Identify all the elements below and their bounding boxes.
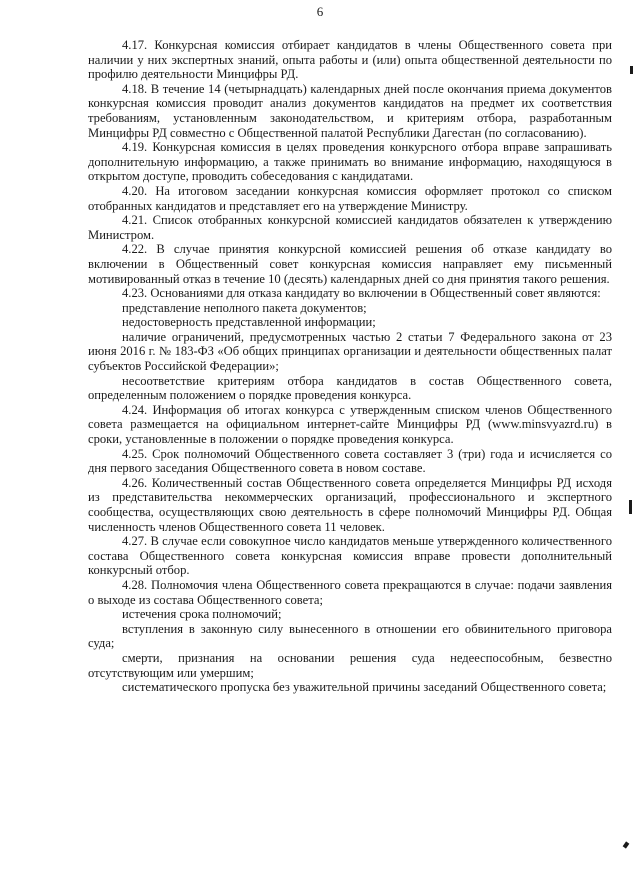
paragraph-4-19: 4.19. Конкурсная комиссия в целях проведения конкурсного отбора вправе запрашивать дополнительную информацию, а также принимать во внимание информацию, находящуюся в открытом доступе, проводить собеседования с кандидатами. [88, 140, 612, 184]
paragraph-4-23: 4.23. Основаниями для отказа кандидату во включении в Общественный совет являются: [122, 286, 601, 301]
paragraph-4-20: 4.20. На итоговом заседании конкурсная комиссия оформляет протокол со списком отобранных кандидатов и представляет его на утверждение Министру. [88, 183, 612, 213]
paragraph-4-21: 4.21. Список отобранных конкурсной комиссией кандидатов обязателен к утверждению Министром. [88, 213, 612, 242]
paragraph-4-22: 4.22. В случае принятия конкурсной комиссией решения об отказе кандидату во включении в Общественный совет конкурсная комиссия направляет ему письменный мотивированный отказ в течение 10 (десять) календарных дней со дня принятия такого решения. [88, 242, 612, 286]
document-body [88, 38, 612, 695]
paragraph-4-24: 4.24. Информация об итогах конкурса с утвержденным списком членов Общественного совета размещается на официальном интернет-сайте Минцифры РД (www.minsvyazrd.ru) в сроки, установленные в положении о порядке проведения конкурса. [88, 402, 612, 447]
list-item: несоответствие критериям отбора кандидатов в состав Общественного совета, определенным положением о порядке проведения конкурса. [88, 373, 612, 403]
list-item: наличие ограничений, предусмотренных частью 2 статьи 7 Федерального закона от 23 июня 2016 г. № 183-ФЗ «Об общих принципах организации и деятельности общественных палат субъектов Российской Федерации»; [88, 329, 612, 374]
paragraph-4-17: 4.17. Конкурсная комиссия отбирает кандидатов в члены Общественного совета при наличии у них экспертных знаний, опыта работы и (или) опыта общественной деятельности по профилю деятельности Минцифры РД. [88, 38, 612, 82]
list-item: систематического пропуска без уважительной причины заседаний Общественного совета; [122, 680, 607, 695]
list-item: недостоверность представленной информации; [122, 315, 376, 330]
paragraph-4-26: 4.26. Количественный состав Общественного совета определяется Минцифры РД исходя из представительства некоммерческих организаций, профессионального и экспертного сообщества, осуществляющих свою деятельность в сфере полномочий Минцифры РД. Общая численность членов Общественного совета 11 человек. [88, 475, 612, 534]
scan-artifact [623, 841, 630, 848]
scan-artifact [630, 66, 633, 74]
paragraph-4-28: 4.28. Полномочия члена Общественного совета прекращаются в случае: подачи заявления о выходе из состава Общественного совета; [88, 577, 612, 607]
paragraph-4-18: 4.18. В течение 14 (четырнадцать) календарных дней после окончания приема документов конкурсная комиссия проводит анализ документов кандидатов на предмет их соответствия требованиям, установленным законодательством, и критериям отбора, разработанным Минцифры РД совместно с Общественной палатой Республики Дагестан (по согласованию). [88, 81, 612, 140]
list-item: вступления в законную силу вынесенного в отношении его обвинительного приговора суда; [88, 621, 612, 651]
page-number: 6 [316, 4, 324, 19]
list-item: представление неполного пакета документов; [122, 300, 367, 315]
paragraph-4-25: 4.25. Срок полномочий Общественного совета составляет 3 (три) года и исчисляется со дня первого заседания Общественного совета в новом составе. [88, 446, 612, 476]
scan-artifact [629, 500, 632, 514]
paragraph-4-27: 4.27. В случае если совокупное число кандидатов меньше утвержденного количественного состава Общественного совета конкурсная комиссия вправе провести дополнительный конкурсный отбор. [88, 534, 612, 578]
list-item: смерти, признания на основании решения суда недееспособным, безвестно отсутствующим или умершим; [88, 650, 612, 680]
list-item: истечения срока полномочий; [122, 607, 282, 622]
